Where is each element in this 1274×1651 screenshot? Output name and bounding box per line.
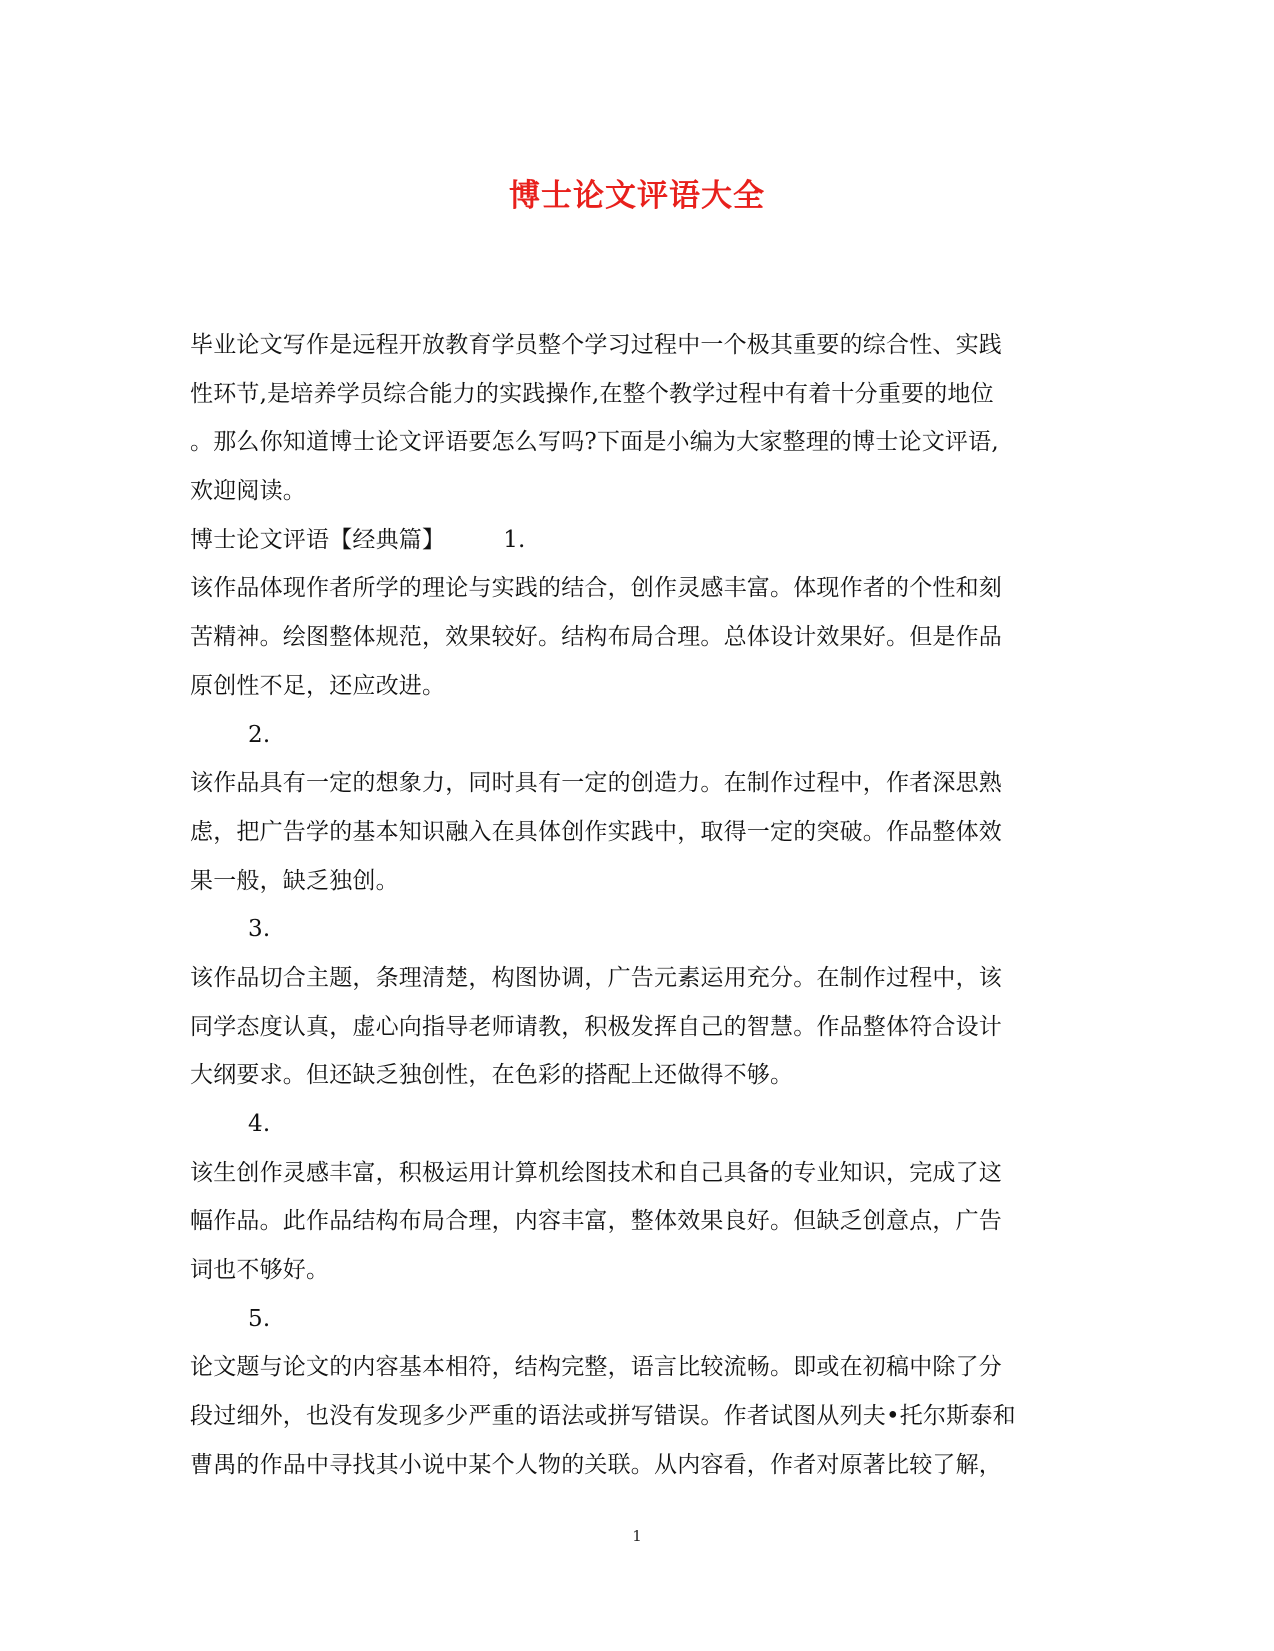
item-3-line: 大纲要求。但还缺乏独创性，在色彩的搭配上还做得不够。 [190, 1062, 794, 1089]
section-heading: 博士论文评语【经典篇】 [190, 526, 446, 553]
item-number: 5. [248, 1305, 271, 1332]
item-2-line: 该作品具有一定的想象力，同时具有一定的创造力。在制作过程中，作者深思熟 [190, 770, 1002, 797]
item-5-line: 论文题与论文的内容基本相符，结构完整，语言比较流畅。即或在初稿中除了分 [190, 1354, 1002, 1381]
item-4-line: 该生创作灵感丰富，积极运用计算机绘图技术和自己具备的专业知识，完成了这 [190, 1159, 1002, 1186]
item-5-line: 曹禺的作品中寻找其小说中某个人物的关联。从内容看，作者对原著比较了解， [190, 1451, 1002, 1478]
item-3-line: 该作品切合主题，条理清楚，构图协调，广告元素运用充分。在制作过程中，该 [190, 964, 1002, 991]
item-1-line: 该作品体现作者所学的理论与实践的结合，创作灵感丰富。体现作者的个性和刻 [190, 575, 1002, 602]
item-3-line: 同学态度认真，虚心向指导老师请教，积极发挥自己的智慧。作品整体符合设计 [190, 1013, 1002, 1040]
section-heading-line [190, 525, 1085, 574]
item-1-line: 苦精神。绘图整体规范，效果较好。结构布局合理。总体设计效果好。但是作品 [190, 624, 1002, 651]
item-4-line: 词也不够好。 [190, 1257, 330, 1284]
item-4-line: 幅作品。此作品结构布局合理，内容丰富，整体效果良好。但缺乏创意点，广告 [190, 1208, 1002, 1235]
page-number: 1 [632, 1527, 642, 1545]
item-number: 2. [248, 721, 271, 748]
item-2-line: 虑，把广告学的基本知识融入在具体创作实践中，取得一定的突破。作品整体效 [190, 818, 1002, 845]
document-body [190, 330, 1085, 1499]
item-number: 1. [503, 526, 526, 553]
intro-line: 欢迎阅读。 [190, 478, 306, 505]
item-2-line: 果一般，缺乏独创。 [190, 867, 399, 894]
intro-line: 性环节,是培养学员综合能力的实践操作,在整个教学过程中有着十分重要的地位 [190, 380, 994, 407]
item-number: 3. [248, 916, 271, 943]
item-5-line: 段过细外，也没有发现多少严重的语法或拼写错误。作者试图从列夫•托尔斯泰和 [190, 1403, 1016, 1430]
intro-line: 毕业论文写作是远程开放教育学员整个学习过程中一个极其重要的综合性、实践 [190, 332, 1002, 358]
item-number: 4. [248, 1111, 271, 1137]
document-title: 博士论文评语大全 [509, 178, 765, 214]
item-1-line: 原创性不足，还应改进。 [190, 672, 446, 699]
intro-line: 。那么你知道博士论文评语要怎么写吗?下面是小编为大家整理的博士论文评语, [190, 429, 999, 456]
